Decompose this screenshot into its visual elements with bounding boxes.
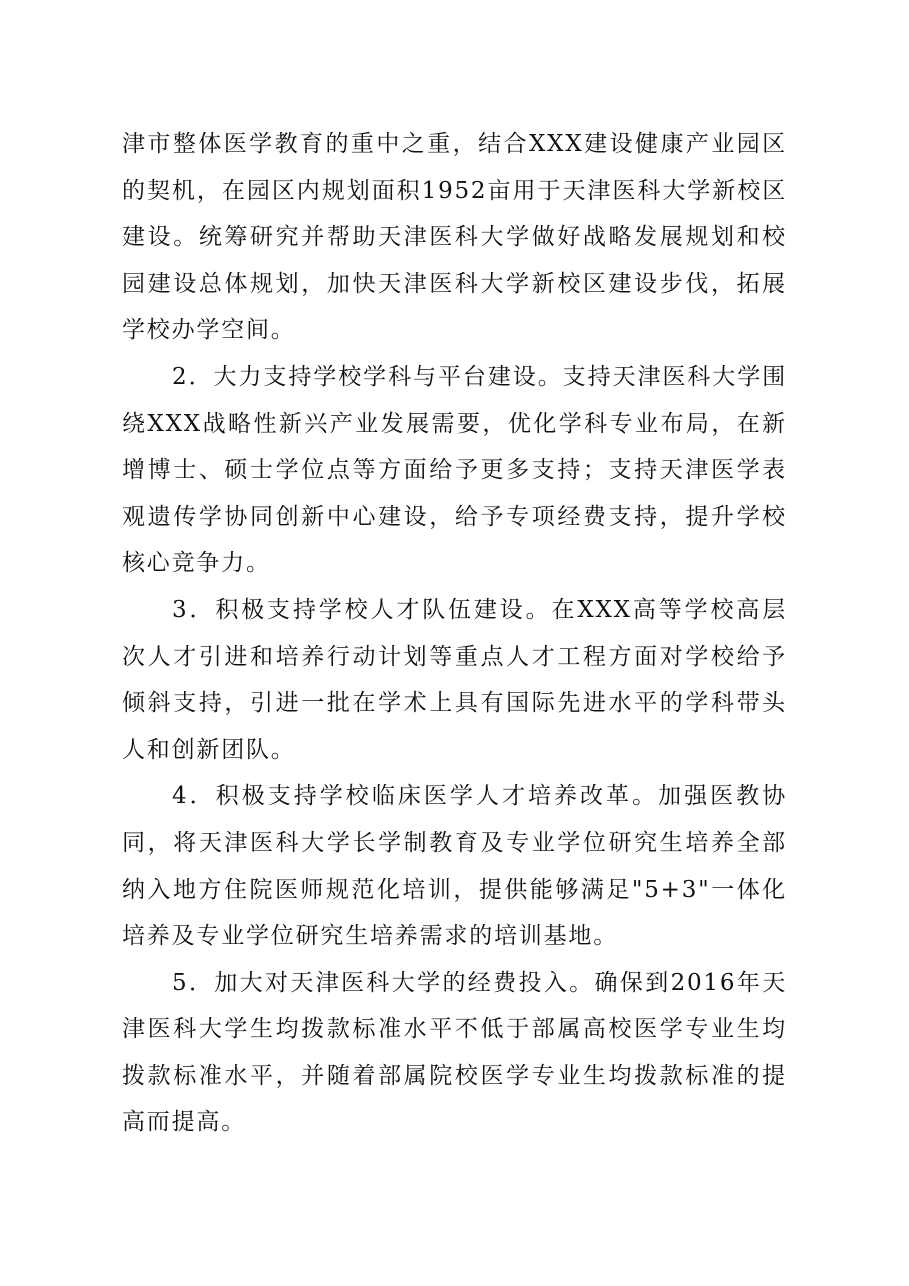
- document-body: [122, 121, 787, 1146]
- paragraph-item-3: 3．积极支持学校人才队伍建设。在XXX高等学校高层次人才引进和培养行动计划等重点人才工程方面对学校给予倾斜支持，引进一批在学术上具有国际先进水平的学科带头人和创新团队。: [122, 596, 787, 763]
- paragraph-item-2: 2．大力支持学校学科与平台建设。支持天津医科大学围绕XXX战略性新兴产业发展需要，优化学科专业布局，在新增博士、硕士学位点等方面给予更多支持；支持天津医学表观遗传学协同创新中心建设，给予专项经费支持，提升学校核心竞争力。: [122, 363, 787, 577]
- paragraph-continued: 津市整体医学教育的重中之重，结合XXX建设健康产业园区的契机，在园区内规划面积1952亩用于天津医科大学新校区建设。统筹研究并帮助天津医科大学做好战略发展规划和校园建设总体规划，加快天津医科大学新校区建设步伐，拓展学校办学空间。: [122, 131, 787, 344]
- paragraph-item-5: 5．加大对天津医科大学的经费投入。确保到2016年天津医科大学生均拨款标准水平不低于部属高校医学专业生均拨款标准水平，并随着部属院校医学专业生均拨款标准的提高而提高。: [122, 969, 787, 1136]
- paragraph-item-4: 4．积极支持学校临床医学人才培养改革。加强医教协同，将天津医科大学长学制教育及专业学位研究生培养全部纳入地方住院医师规范化培训，提供能够满足"5+3"一体化培养及专业学位研究生培养需求的培训基地。: [122, 783, 787, 950]
